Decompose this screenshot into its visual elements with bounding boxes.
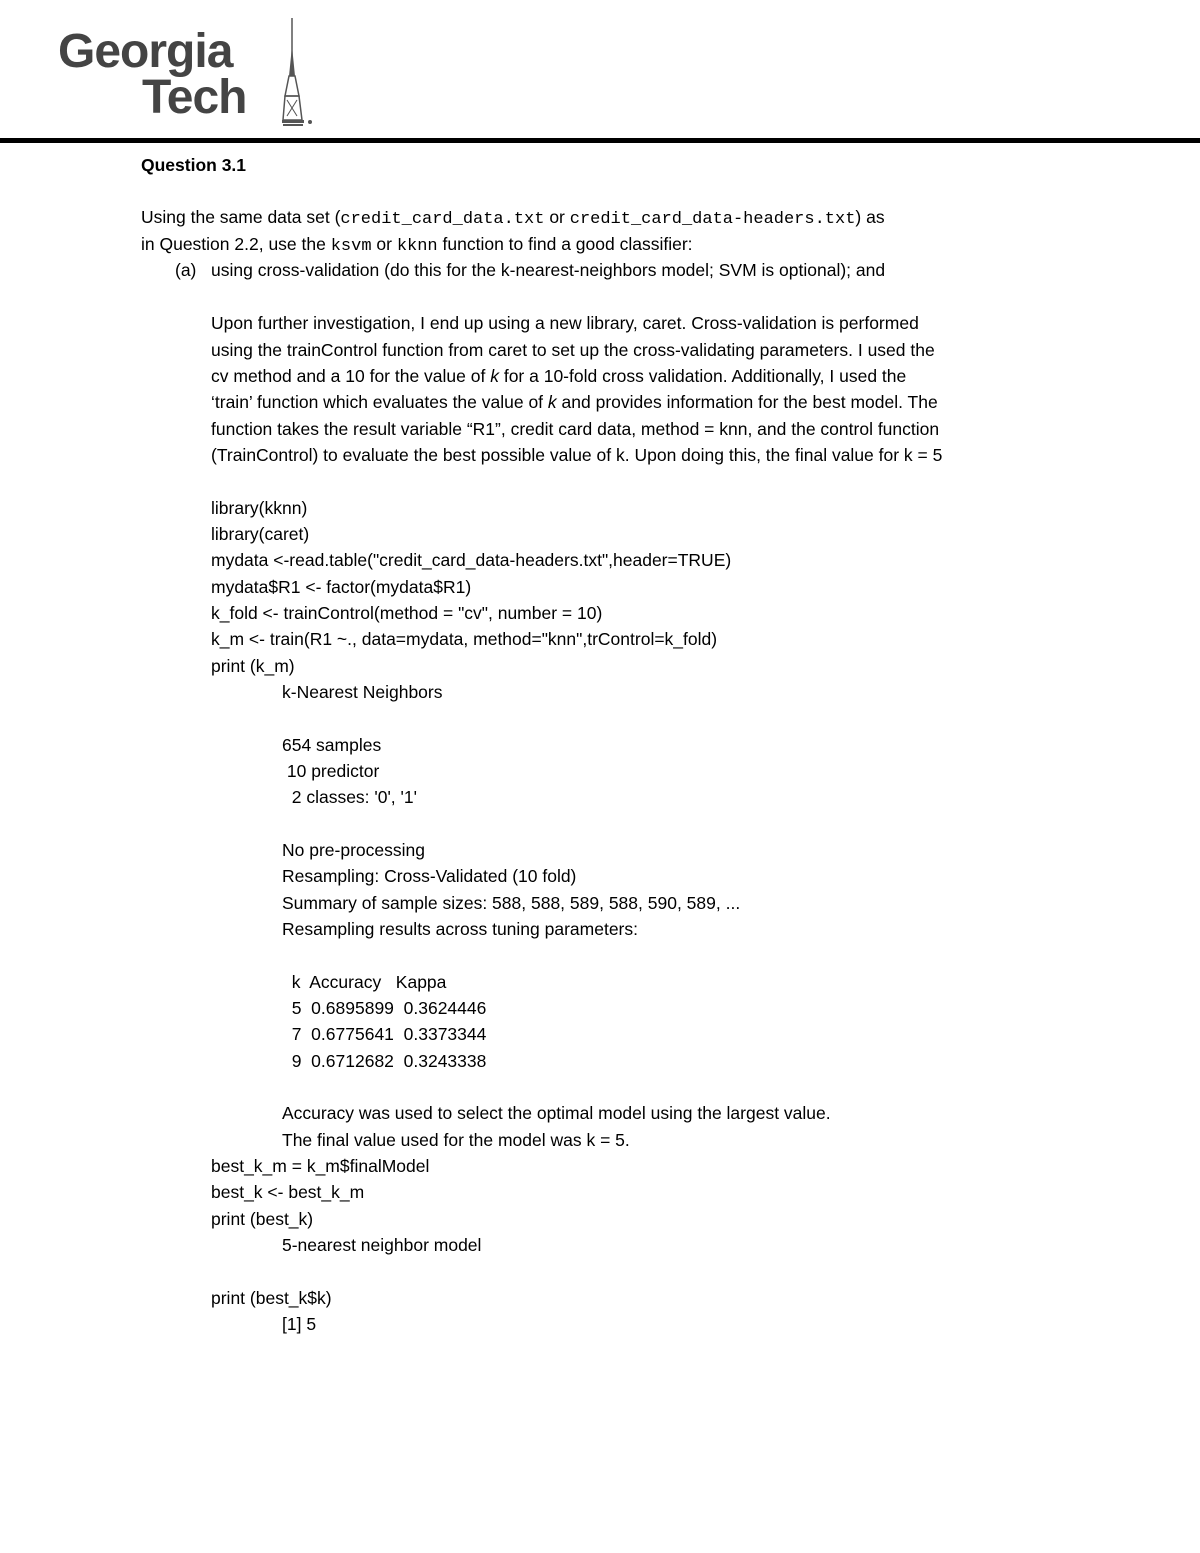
answer-line: Upon further investigation, I end up using a new library, caret. Cross-validation is performed [211, 313, 919, 333]
output-line: The final value used for the model was k = 5. [282, 1130, 630, 1150]
code-line: k_m <- train(R1 ~., data=mydata, method="knn",trControl=k_fold) [211, 629, 718, 649]
code-line: library(kknn) [211, 498, 308, 518]
output-line: Resampling results across tuning parameters: [282, 919, 638, 939]
header-divider [0, 138, 1200, 143]
prompt-text: ) as [855, 207, 885, 227]
answer-text: and provides information for the best model. The [556, 392, 938, 412]
prompt-text: in Question 2.2, use the [141, 234, 331, 254]
list-item-label: (a) [175, 260, 197, 280]
code-line: mydata$R1 <- factor(mydata$R1) [211, 577, 472, 597]
prompt-text: function to find a good classifier: [437, 234, 693, 254]
function-name-kknn: kknn [396, 237, 438, 256]
answer-text: ‘train’ function which evaluates the value of [211, 392, 548, 412]
filename-1: credit_card_data.txt [340, 210, 545, 229]
georgia-tech-logo [58, 16, 328, 128]
code-line: k_fold <- trainControl(method = "cv", number = 10) [211, 603, 603, 623]
output-line: Accuracy was used to select the optimal model using the largest value. [282, 1103, 831, 1123]
answer-line [211, 366, 906, 386]
output-line: 654 samples [282, 735, 382, 755]
logo-word-tech: Tech [142, 71, 247, 124]
filename-2: credit_card_data-headers.txt [569, 210, 856, 229]
answer-text: cv method and a 10 for the value of [211, 366, 491, 386]
prompt-text: Using the same data set ( [141, 207, 341, 227]
code-line: print (k_m) [211, 656, 295, 676]
output-line: [1] 5 [282, 1314, 317, 1334]
output-line: No pre-processing [282, 840, 425, 860]
output-line: 10 predictor [282, 761, 380, 781]
code-line: print (best_k) [211, 1209, 314, 1229]
results-table-header: k Accuracy Kappa [282, 972, 447, 992]
prompt-line-2 [141, 234, 693, 257]
output-line: 5-nearest neighbor model [282, 1235, 482, 1255]
results-table-row: 7 0.6775641 0.3373344 [282, 1024, 487, 1044]
code-line: best_k_m = k_m$finalModel [211, 1156, 430, 1176]
output-line: k-Nearest Neighbors [282, 682, 443, 702]
results-table-row: 9 0.6712682 0.3243338 [282, 1051, 487, 1071]
prompt-text: or [371, 234, 397, 254]
output-line: Resampling: Cross-Validated (10 fold) [282, 866, 577, 886]
answer-italic-k: k [490, 366, 499, 386]
output-line: Summary of sample sizes: 588, 588, 589, 588, 590, 589, ... [282, 893, 741, 913]
answer-text: for a 10-fold cross validation. Additionally, I used the [498, 366, 907, 386]
answer-line: (TrainControl) to evaluate the best possible value of k. Upon doing this, the final value for k = 5 [211, 445, 943, 465]
answer-line: using the trainControl function from caret to set up the cross-validating parameters. I used the [211, 340, 935, 360]
code-line: best_k <- best_k_m [211, 1182, 365, 1202]
prompt-text: or [544, 207, 570, 227]
logo-word-georgia: Georgia [58, 25, 233, 78]
code-line: mydata <-read.table("credit_card_data-headers.txt",header=TRUE) [211, 550, 732, 570]
answer-line: function takes the result variable “R1”, credit card data, method = knn, and the control function [211, 419, 940, 439]
code-line: print (best_k$k) [211, 1288, 332, 1308]
prompt-line-1 [141, 207, 885, 230]
results-table-row: 5 0.6895899 0.3624446 [282, 998, 487, 1018]
function-name-ksvm: ksvm [330, 237, 372, 256]
code-line: library(caret) [211, 524, 310, 544]
question-title: Question 3.1 [141, 155, 247, 175]
answer-italic-k: k [547, 392, 557, 412]
tech-tower-icon [280, 16, 320, 128]
answer-line [211, 392, 938, 412]
list-item-text: using cross-validation (do this for the k-nearest-neighbors model; SVM is optional); and [211, 260, 886, 280]
output-line: 2 classes: '0', '1' [282, 787, 417, 807]
